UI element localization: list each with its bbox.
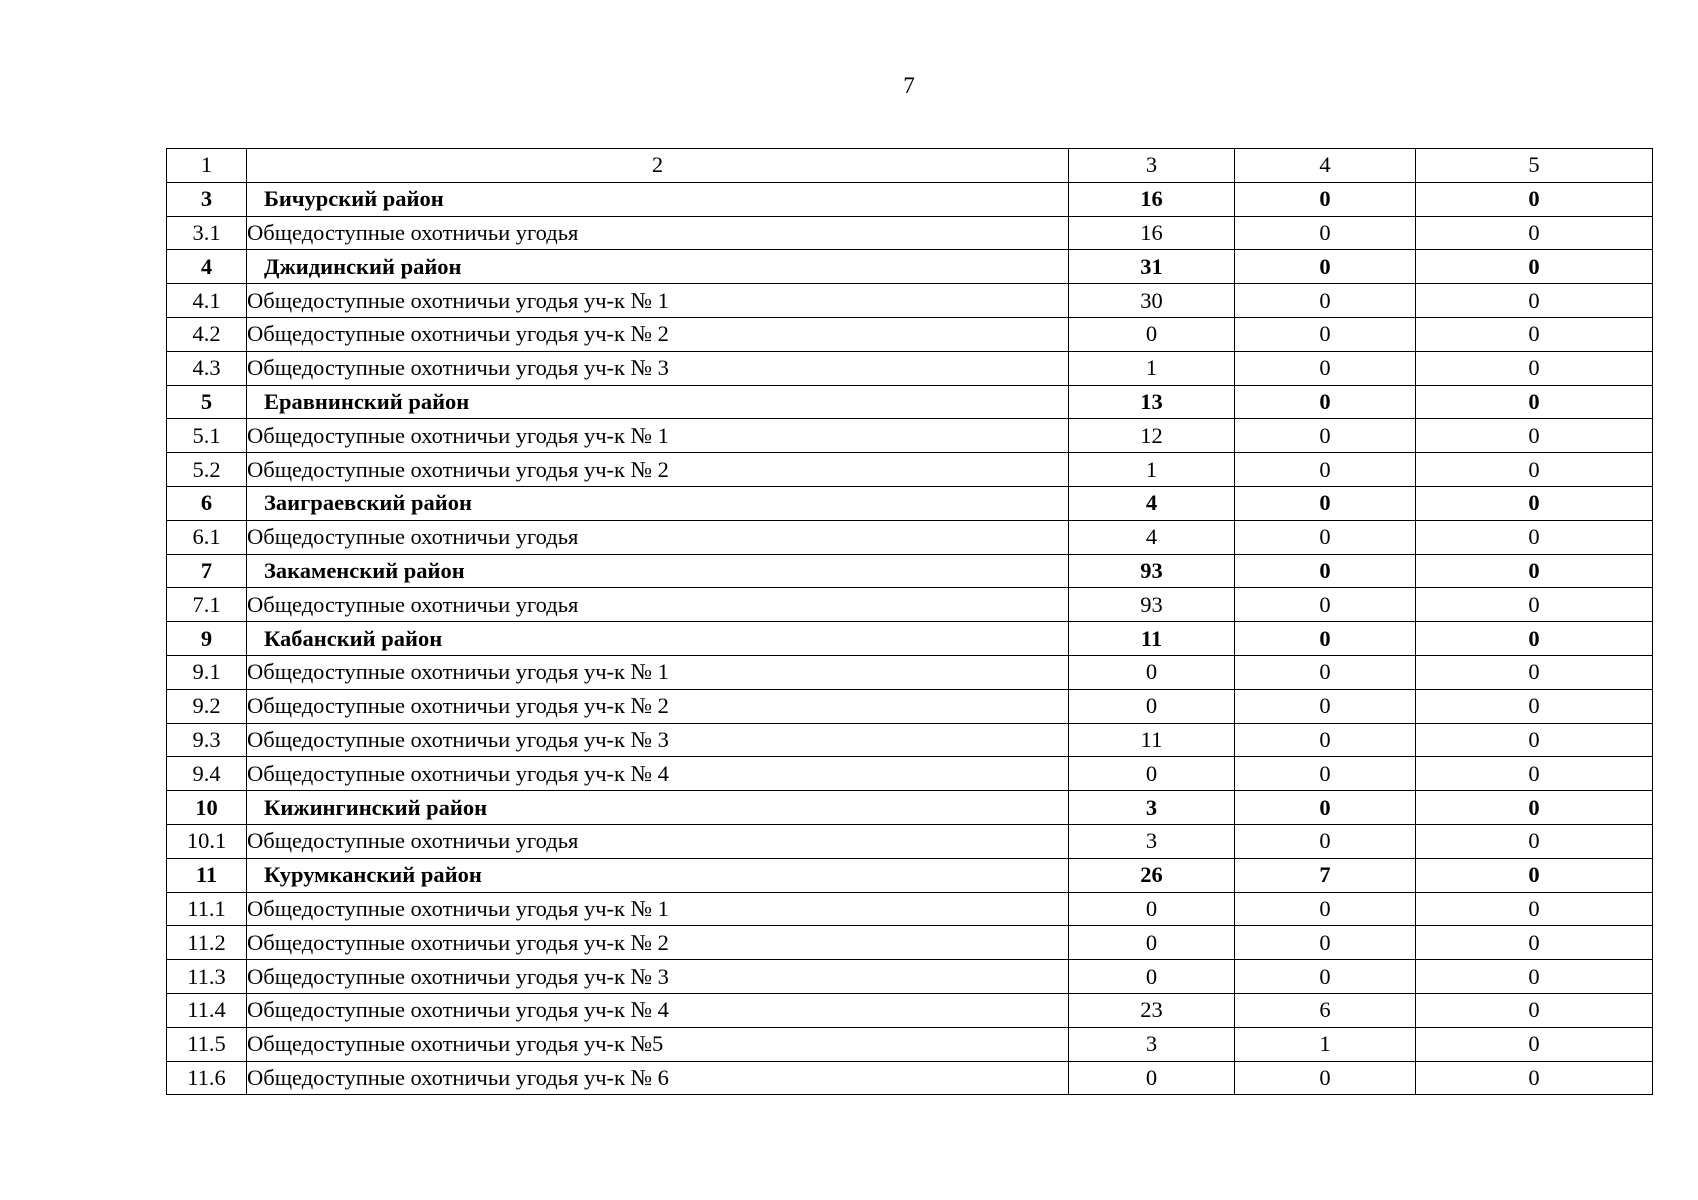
value-col5-cell: 0 xyxy=(1416,317,1653,351)
value-col4-cell: 0 xyxy=(1235,757,1416,791)
value-col3-cell: 0 xyxy=(1069,1061,1235,1095)
value-col4-cell: 0 xyxy=(1235,622,1416,656)
district-row xyxy=(167,182,1653,216)
value-col5-cell: 0 xyxy=(1416,892,1653,926)
value-col5-cell: 0 xyxy=(1416,926,1653,960)
table-row xyxy=(167,351,1653,385)
header-cell-2: 2 xyxy=(247,149,1069,183)
value-col5-cell: 0 xyxy=(1416,1061,1653,1095)
value-col5-cell: 0 xyxy=(1416,824,1653,858)
value-col3-cell: 0 xyxy=(1069,689,1235,723)
row-number-cell: 11.6 xyxy=(167,1061,247,1095)
row-name-cell: Общедоступные охотничьи угодья уч-к № 1 xyxy=(247,655,1069,689)
row-name-cell: Общедоступные охотничьи угодья уч-к № 1 xyxy=(247,419,1069,453)
value-col5-cell: 0 xyxy=(1416,182,1653,216)
header-cell-1: 1 xyxy=(167,149,247,183)
district-row xyxy=(167,554,1653,588)
value-col4-cell: 0 xyxy=(1235,250,1416,284)
value-col5-cell: 0 xyxy=(1416,520,1653,554)
row-number-cell: 11.5 xyxy=(167,1027,247,1061)
row-name-cell: Бичурский район xyxy=(247,182,1069,216)
row-name-cell: Общедоступные охотничьи угодья уч-к № 4 xyxy=(247,757,1069,791)
row-number-cell: 9 xyxy=(167,622,247,656)
table-row xyxy=(167,892,1653,926)
row-number-cell: 9.1 xyxy=(167,655,247,689)
row-name-cell: Общедоступные охотничьи угодья уч-к № 3 xyxy=(247,723,1069,757)
value-col4-cell: 7 xyxy=(1235,858,1416,892)
value-col3-cell: 3 xyxy=(1069,824,1235,858)
table-row xyxy=(167,960,1653,994)
value-col3-cell: 26 xyxy=(1069,858,1235,892)
value-col3-cell: 1 xyxy=(1069,351,1235,385)
value-col3-cell: 93 xyxy=(1069,588,1235,622)
value-col5-cell: 0 xyxy=(1416,757,1653,791)
district-row xyxy=(167,385,1653,419)
page-number: 7 xyxy=(903,73,915,98)
row-name-cell: Общедоступные охотничьи угодья уч-к № 2 xyxy=(247,926,1069,960)
row-number-cell: 5.1 xyxy=(167,419,247,453)
value-col3-cell: 4 xyxy=(1069,520,1235,554)
table-row xyxy=(167,453,1653,487)
table-header-row xyxy=(167,149,1653,183)
value-col3-cell: 0 xyxy=(1069,926,1235,960)
value-col3-cell: 93 xyxy=(1069,554,1235,588)
table-row xyxy=(167,317,1653,351)
row-name-cell: Еравнинский район xyxy=(247,385,1069,419)
row-number-cell: 11.2 xyxy=(167,926,247,960)
value-col4-cell: 0 xyxy=(1235,554,1416,588)
district-row xyxy=(167,858,1653,892)
hunting-grounds-table xyxy=(166,148,1653,1095)
row-number-cell: 10 xyxy=(167,791,247,825)
table-row xyxy=(167,1061,1653,1095)
value-col5-cell: 0 xyxy=(1416,284,1653,318)
row-name-cell: Джидинский район xyxy=(247,250,1069,284)
row-number-cell: 9.3 xyxy=(167,723,247,757)
table-row xyxy=(167,824,1653,858)
value-col3-cell: 1 xyxy=(1069,453,1235,487)
value-col5-cell: 0 xyxy=(1416,588,1653,622)
value-col3-cell: 0 xyxy=(1069,960,1235,994)
value-col4-cell: 0 xyxy=(1235,419,1416,453)
table-row xyxy=(167,723,1653,757)
value-col3-cell: 0 xyxy=(1069,317,1235,351)
value-col5-cell: 0 xyxy=(1416,993,1653,1027)
value-col3-cell: 0 xyxy=(1069,892,1235,926)
row-name-cell: Кижингинский район xyxy=(247,791,1069,825)
value-col4-cell: 0 xyxy=(1235,588,1416,622)
row-name-cell: Общедоступные охотничьи угодья xyxy=(247,216,1069,250)
row-number-cell: 11.1 xyxy=(167,892,247,926)
value-col4-cell: 0 xyxy=(1235,824,1416,858)
value-col3-cell: 11 xyxy=(1069,723,1235,757)
row-number-cell: 6.1 xyxy=(167,520,247,554)
table-row xyxy=(167,689,1653,723)
row-number-cell: 9.2 xyxy=(167,689,247,723)
table-row xyxy=(167,588,1653,622)
value-col4-cell: 0 xyxy=(1235,182,1416,216)
value-col4-cell: 0 xyxy=(1235,892,1416,926)
value-col3-cell: 3 xyxy=(1069,791,1235,825)
row-name-cell: Общедоступные охотничьи угодья уч-к № 2 xyxy=(247,317,1069,351)
value-col4-cell: 0 xyxy=(1235,351,1416,385)
value-col3-cell: 4 xyxy=(1069,486,1235,520)
row-name-cell: Общедоступные охотничьи угодья уч-к № 1 xyxy=(247,284,1069,318)
row-name-cell: Общедоступные охотничьи угодья уч-к № 2 xyxy=(247,689,1069,723)
row-name-cell: Закаменский район xyxy=(247,554,1069,588)
table-row xyxy=(167,216,1653,250)
row-number-cell: 3 xyxy=(167,182,247,216)
row-name-cell: Общедоступные охотничьи угодья уч-к № 1 xyxy=(247,892,1069,926)
value-col3-cell: 30 xyxy=(1069,284,1235,318)
row-number-cell: 10.1 xyxy=(167,824,247,858)
value-col5-cell: 0 xyxy=(1416,723,1653,757)
value-col5-cell: 0 xyxy=(1416,486,1653,520)
table-body xyxy=(167,149,1653,1095)
value-col4-cell: 0 xyxy=(1235,689,1416,723)
value-col4-cell: 0 xyxy=(1235,385,1416,419)
row-name-cell: Общедоступные охотничьи угодья уч-к № 3 xyxy=(247,960,1069,994)
row-number-cell: 6 xyxy=(167,486,247,520)
table-row xyxy=(167,520,1653,554)
row-number-cell: 4.2 xyxy=(167,317,247,351)
row-name-cell: Общедоступные охотничьи угодья уч-к № 3 xyxy=(247,351,1069,385)
header-cell-5: 5 xyxy=(1416,149,1653,183)
value-col4-cell: 0 xyxy=(1235,926,1416,960)
row-name-cell: Заиграевский район xyxy=(247,486,1069,520)
value-col3-cell: 23 xyxy=(1069,993,1235,1027)
value-col5-cell: 0 xyxy=(1416,216,1653,250)
row-name-cell: Кабанский район xyxy=(247,622,1069,656)
value-col3-cell: 11 xyxy=(1069,622,1235,656)
value-col3-cell: 3 xyxy=(1069,1027,1235,1061)
row-number-cell: 5.2 xyxy=(167,453,247,487)
value-col3-cell: 12 xyxy=(1069,419,1235,453)
table-row xyxy=(167,1027,1653,1061)
value-col3-cell: 16 xyxy=(1069,216,1235,250)
value-col4-cell: 0 xyxy=(1235,284,1416,318)
value-col5-cell: 0 xyxy=(1416,791,1653,825)
value-col5-cell: 0 xyxy=(1416,554,1653,588)
value-col4-cell: 1 xyxy=(1235,1027,1416,1061)
value-col5-cell: 0 xyxy=(1416,960,1653,994)
value-col5-cell: 0 xyxy=(1416,453,1653,487)
row-number-cell: 7.1 xyxy=(167,588,247,622)
value-col5-cell: 0 xyxy=(1416,655,1653,689)
value-col3-cell: 31 xyxy=(1069,250,1235,284)
value-col4-cell: 0 xyxy=(1235,960,1416,994)
value-col4-cell: 0 xyxy=(1235,216,1416,250)
table-row xyxy=(167,993,1653,1027)
row-name-cell: Общедоступные охотничьи угодья xyxy=(247,824,1069,858)
row-number-cell: 4 xyxy=(167,250,247,284)
header-cell-3: 3 xyxy=(1069,149,1235,183)
row-number-cell: 4.1 xyxy=(167,284,247,318)
row-name-cell: Общедоступные охотничьи угодья xyxy=(247,588,1069,622)
table-row xyxy=(167,655,1653,689)
value-col4-cell: 0 xyxy=(1235,723,1416,757)
district-row xyxy=(167,486,1653,520)
row-name-cell: Общедоступные охотничьи угодья xyxy=(247,520,1069,554)
value-col3-cell: 13 xyxy=(1069,385,1235,419)
row-number-cell: 7 xyxy=(167,554,247,588)
row-name-cell: Общедоступные охотничьи угодья уч-к № 6 xyxy=(247,1061,1069,1095)
value-col5-cell: 0 xyxy=(1416,689,1653,723)
value-col5-cell: 0 xyxy=(1416,351,1653,385)
row-number-cell: 5 xyxy=(167,385,247,419)
value-col4-cell: 0 xyxy=(1235,453,1416,487)
row-name-cell: Общедоступные охотничьи угодья уч-к № 4 xyxy=(247,993,1069,1027)
value-col4-cell: 0 xyxy=(1235,791,1416,825)
value-col5-cell: 0 xyxy=(1416,419,1653,453)
header-cell-4: 4 xyxy=(1235,149,1416,183)
table-row xyxy=(167,419,1653,453)
value-col4-cell: 0 xyxy=(1235,486,1416,520)
value-col5-cell: 0 xyxy=(1416,1027,1653,1061)
value-col4-cell: 0 xyxy=(1235,1061,1416,1095)
row-name-cell: Общедоступные охотничьи угодья уч-к №5 xyxy=(247,1027,1069,1061)
value-col4-cell: 0 xyxy=(1235,520,1416,554)
value-col3-cell: 0 xyxy=(1069,757,1235,791)
row-number-cell: 3.1 xyxy=(167,216,247,250)
row-name-cell: Курумканский район xyxy=(247,858,1069,892)
row-number-cell: 9.4 xyxy=(167,757,247,791)
value-col4-cell: 0 xyxy=(1235,317,1416,351)
value-col3-cell: 16 xyxy=(1069,182,1235,216)
value-col5-cell: 0 xyxy=(1416,385,1653,419)
district-row xyxy=(167,791,1653,825)
row-number-cell: 11.4 xyxy=(167,993,247,1027)
value-col3-cell: 0 xyxy=(1069,655,1235,689)
row-number-cell: 4.3 xyxy=(167,351,247,385)
row-number-cell: 11 xyxy=(167,858,247,892)
value-col5-cell: 0 xyxy=(1416,858,1653,892)
district-row xyxy=(167,622,1653,656)
value-col5-cell: 0 xyxy=(1416,622,1653,656)
table-row xyxy=(167,926,1653,960)
row-name-cell: Общедоступные охотничьи угодья уч-к № 2 xyxy=(247,453,1069,487)
value-col5-cell: 0 xyxy=(1416,250,1653,284)
table-row xyxy=(167,757,1653,791)
value-col4-cell: 6 xyxy=(1235,993,1416,1027)
district-row xyxy=(167,250,1653,284)
value-col4-cell: 0 xyxy=(1235,655,1416,689)
table-row xyxy=(167,284,1653,318)
row-number-cell: 11.3 xyxy=(167,960,247,994)
